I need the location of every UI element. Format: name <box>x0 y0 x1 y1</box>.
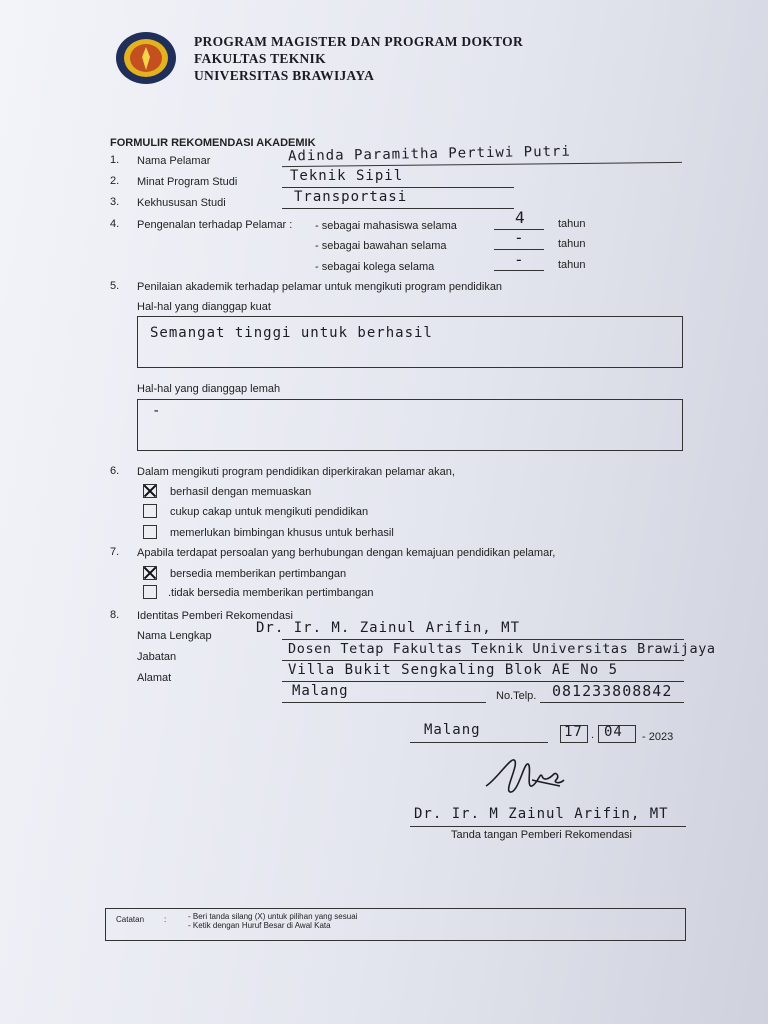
item-number: 2. <box>110 175 120 187</box>
signing-day: 17 <box>564 724 583 740</box>
option-not-willing-label: .tidak bersedia memberikan pertimbangan <box>168 587 374 599</box>
underline <box>282 639 684 640</box>
as-colleague-label: - sebagai kolega selama <box>315 261 435 273</box>
signer-name: Dr. Ir. M Zainul Arifin, MT <box>414 806 669 822</box>
underline <box>410 826 686 827</box>
option-capable-label: cukup cakap untuk mengikuti pendidikan <box>170 506 369 518</box>
underline <box>282 702 486 703</box>
item-number: 3. <box>110 196 120 208</box>
full-name-value: Dr. Ir. M. Zainul Arifin, MT <box>256 620 521 636</box>
assessment-title: Penilaian akademik terhadap pelamar untuk mengikuti program pendidikan <box>137 281 503 293</box>
signing-city: Malang <box>424 722 481 738</box>
applicant-name-label: Nama Pelamar <box>137 155 211 167</box>
option-willing-checkbox[interactable] <box>143 566 157 580</box>
weaknesses-box <box>137 399 683 451</box>
years-unit: tahun <box>558 238 586 250</box>
weaknesses-value: - <box>152 403 162 419</box>
underline <box>282 208 514 209</box>
underline <box>410 742 548 743</box>
month-box <box>598 725 636 743</box>
option-succeed-label: berhasil dengan memuaskan <box>170 486 312 498</box>
strengths-box <box>137 316 683 368</box>
option-capable-checkbox[interactable] <box>143 504 157 518</box>
form-title: FORMULIR REKOMENDASI AKADEMIK <box>110 137 316 149</box>
as-student-label: - sebagai mahasiswa selama <box>315 220 457 232</box>
position-value: Dosen Tetap Fakultas Teknik Universitas Brawijaya <box>288 641 716 657</box>
notes-label: Catatan <box>116 915 145 924</box>
underline <box>494 270 544 271</box>
header-program: PROGRAM MAGISTER DAN PROGRAM DOKTOR <box>194 34 523 49</box>
note-2: - Ketik dengan Huruf Besar di Awal Kata <box>188 921 331 930</box>
underline <box>282 187 514 188</box>
university-logo <box>114 30 178 86</box>
as-subordinate-years: - <box>514 228 525 247</box>
item-number: 6. <box>110 465 120 477</box>
address-label: Alamat <box>137 672 172 684</box>
weaknesses-label: Hal-hal yang dianggap lemah <box>137 383 281 395</box>
signing-month: 04 <box>604 724 623 740</box>
item-number: 8. <box>110 609 120 621</box>
applicant-name-value: Adinda Paramitha Pertiwi Putri <box>287 143 571 165</box>
notes-colon: : <box>164 915 167 924</box>
position-label: Jabatan <box>137 651 177 663</box>
option-guidance-label: memerlukan bimbingan khusus untuk berhasil <box>170 527 394 539</box>
specialization-value: Transportasi <box>294 189 408 205</box>
item-number: 5. <box>110 280 120 292</box>
phone-value: 081233808842 <box>552 682 673 700</box>
underline <box>540 702 684 703</box>
header-faculty: FAKULTAS TEKNIK <box>194 51 326 66</box>
consideration-question: Apabila terdapat persoalan yang berhubungan dengan kemajuan pendidikan pelamar, <box>137 547 556 559</box>
underline <box>282 660 684 661</box>
study-program-value: Teknik Sipil <box>290 168 404 184</box>
full-name-label: Nama Lengkap <box>137 630 212 642</box>
as-subordinate-label: - sebagai bawahan selama <box>315 240 447 252</box>
note-1: - Beri tanda silang (X) untuk pilihan yang sesuai <box>188 912 358 921</box>
prediction-question: Dalam mengikuti program pendidikan diperkirakan pelamar akan, <box>137 466 455 478</box>
phone-label: No.Telp. <box>496 690 537 702</box>
strengths-label: Hal-hal yang dianggap kuat <box>137 301 271 313</box>
item-number: 1. <box>110 154 120 166</box>
date-separator: . <box>591 729 595 741</box>
day-box <box>560 725 588 743</box>
recommender-title: Identitas Pemberi Rekomendasi <box>137 610 293 622</box>
option-not-willing-checkbox[interactable] <box>143 585 157 599</box>
option-guidance-checkbox[interactable] <box>143 525 157 539</box>
acquaintance-label: Pengenalan terhadap Pelamar : <box>137 219 293 231</box>
as-student-years: 4 <box>515 208 526 227</box>
strengths-value: Semangat tinggi untuk berhasil <box>150 325 433 341</box>
address-line2: Malang <box>292 683 349 699</box>
handwritten-signature <box>480 752 590 804</box>
option-willing-label: bersedia memberikan pertimbangan <box>170 568 347 580</box>
study-program-label: Minat Program Studi <box>137 176 238 188</box>
notes-box <box>105 908 686 941</box>
years-unit: tahun <box>558 259 586 271</box>
address-line1: Villa Bukit Sengkaling Blok AE No 5 <box>288 662 619 678</box>
as-colleague-years: - <box>514 250 525 269</box>
item-number: 7. <box>110 546 120 558</box>
option-succeed-checkbox[interactable] <box>143 484 157 498</box>
signing-year: - 2023 <box>642 731 674 743</box>
signature-caption: Tanda tangan Pemberi Rekomendasi <box>451 829 633 841</box>
item-number: 4. <box>110 218 120 230</box>
specialization-label: Kekhususan Studi <box>137 197 226 209</box>
header-university: UNIVERSITAS BRAWIJAYA <box>194 68 375 83</box>
years-unit: tahun <box>558 218 586 230</box>
